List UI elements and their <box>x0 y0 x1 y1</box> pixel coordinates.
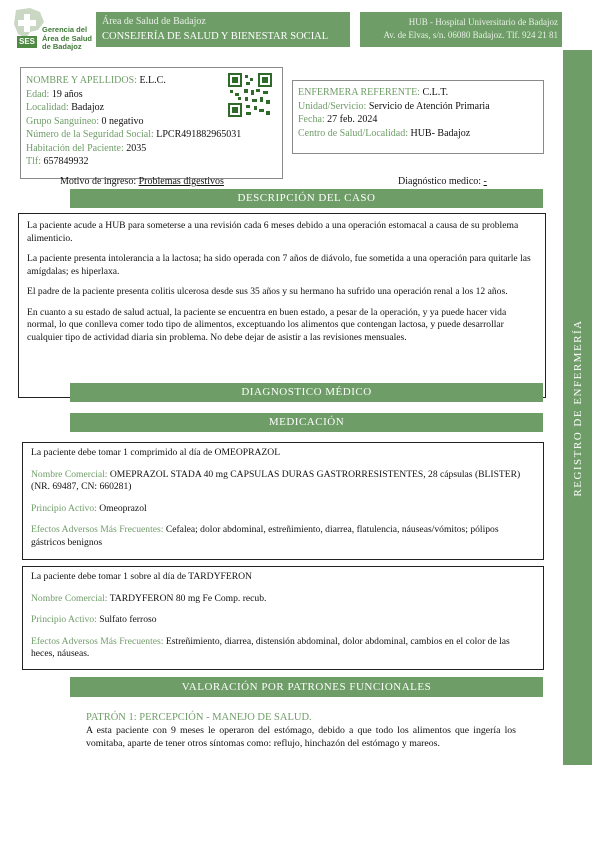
case-paragraph: La paciente presenta intolerancia a la lactosa; ha sido operada con 7 años de diávolo, fue sometida a una operación para quitarle las amígdalas; es hiperlaxa. <box>27 253 531 277</box>
ses-badge: SES <box>18 37 35 46</box>
med-brand: Nombre Comercial: TARDYFERON 80 mg Fe Comp. recub. <box>31 592 267 604</box>
med-active: Principio Activo: Omeoprazol <box>31 502 147 514</box>
section-medication-title: MEDICACIÓN <box>70 413 543 432</box>
med-active: Principio Activo: Sulfato ferroso <box>31 614 157 625</box>
med-brand: Nombre Comercial: OMEPRAZOL STADA 40 mg CAPSULAS DURAS GASTRORRESISTENTES, 28 cápsulas (BLISTER) (NR. 69487, CN: 660281) <box>31 468 521 492</box>
nurse-info: ENFERMERA REFERENTE: C.L.T. Unidad/Servicio: Servicio de Atención Primaria Fecha: 27 feb. 2024 Centro de Salud/Localidad: HUB- Badajoz <box>298 87 490 139</box>
area-name: Área de Salud de Badajoz <box>102 16 206 27</box>
section-case-title: DESCRIPCIÓN DEL CASO <box>70 189 543 208</box>
admission-reason: Motivo de ingreso: Problemas digestivos <box>60 176 224 187</box>
med-intro: La paciente debe tomar 1 comprimido al día de OMEOPRAZOL <box>31 447 281 458</box>
section-patterns-title: VALORACIÓN POR PATRONES FUNCIONALES <box>70 677 543 697</box>
medication-card-1 <box>22 442 544 560</box>
medication-card-2 <box>22 566 544 670</box>
side-strip <box>563 50 592 765</box>
ses-logo <box>10 8 100 53</box>
ministry-name: CONSEJERÍA DE SALUD Y BIENESTAR SOCIAL <box>102 31 329 42</box>
hospital-name: HUB - Hospital Universitario de Badajoz <box>408 17 558 27</box>
case-description <box>18 213 546 398</box>
pattern-1-text: A esta paciente con 9 meses le operaron del estómago, debido a que todo los alimentos que ingería los vomitaba, aparte de tener otros síntomas como: reflujo, hinchazón del estómago y mareos. <box>86 725 516 749</box>
header-right-bar <box>360 12 562 47</box>
med-effects: Efectos Adversos Más Frecuentes: Estreñimiento, diarrea, distensión abdominal, dolor abdominal, cambios en el color de las heces, náuseas. <box>31 635 510 659</box>
hospital-address: Av. de Elvas, s/n. 06080 Badajoz. Tlf. 924 21 81 <box>383 30 558 40</box>
side-strip-label: REGISTRO DE ENFERMERÍA <box>571 318 584 497</box>
case-paragraph: El padre de la paciente presenta colitis ulcerosa desde sus 35 años y su hermano ha sufrido una operación renal a los 12 años. <box>27 286 508 297</box>
med-intro: La paciente debe tomar 1 sobre al día de TARDYFERON <box>31 571 252 582</box>
med-effects: Efectos Adversos Más Frecuentes: Cefalea; dolor abdominal, estreñimiento, diarrea, flatulencia, náuseas/vómitos; pólipos gástricos benignos <box>31 524 499 548</box>
medical-diagnosis: Diagnóstico medico: - <box>398 176 487 187</box>
header-left-bar <box>96 12 350 47</box>
qr-code-icon <box>228 73 272 117</box>
case-paragraph: En cuanto a su estado de salud actual, la paciente se encuentra en buen estado, a pesar de la operación, y ya puede hacer vida normal, lo que conlleva comer todo tipo de alimentos, exceptuando los alimentos que contengan lactosa, y puede desarrollar cualquier tipo de actividad diaria sin problema. No debe dejar de asistir a las revisiones mensuales. <box>27 306 507 343</box>
section-diagnosis-title: DIAGNOSTICO MÉDICO <box>70 383 543 402</box>
case-paragraph: La paciente acude a HUB para someterse a una revisión cada 6 meses debido a una operación estomacal a causa de su problema alimenticio. <box>27 220 519 244</box>
patient-info: NOMBRE Y APELLIDOS: E.L.C. Edad: 19 años Localidad: Badajoz Grupo Sanguíneo: 0 negativo Número de la Seguridad Social: LPCR491882965031 Habitación del Paciente: 2035 Tlf: 657849932 <box>26 75 242 167</box>
pattern-1-title: PATRÓN 1: PERCEPCIÓN - MANEJO DE SALUD. <box>86 712 312 723</box>
logo-text: Gerencia del Área de Salud de Badajoz <box>42 25 93 51</box>
